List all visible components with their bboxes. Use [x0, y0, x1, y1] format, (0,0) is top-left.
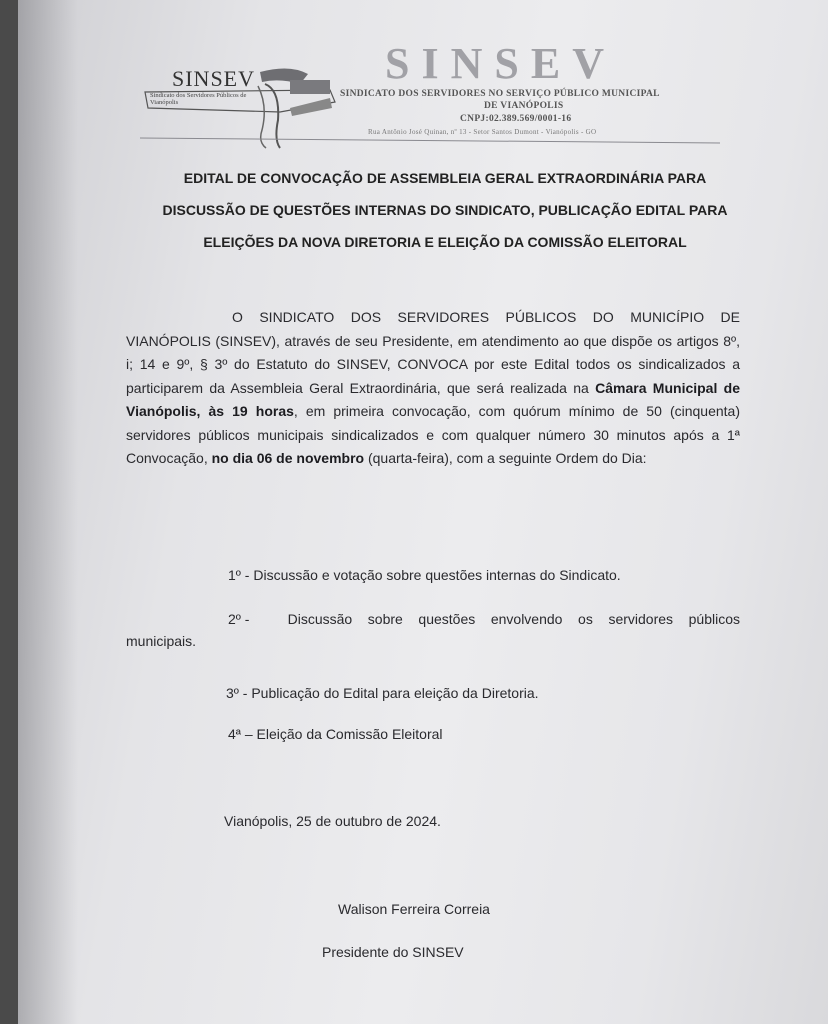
paragraph-text-e: (quarta-feira), com a seguinte Ordem do Dia: — [364, 450, 647, 466]
title-line-3: ELEIÇÕES DA NOVA DIRETORIA E ELEIÇÃO DA COMISSÃO ELEITORAL — [203, 234, 687, 250]
agenda-text: Discussão e votação sobre questões internas do Sindicato. — [253, 567, 621, 583]
letterhead-cnpj: CNPJ:02.389.569/0001-16 — [460, 114, 572, 124]
brand-title: SINSEV — [385, 39, 616, 88]
agenda-item-2 — [126, 608, 740, 652]
letterhead-address: Rua Antônio José Quinan, nº 13 - Setor Santos Dumont - Vianópolis - GO — [368, 128, 597, 136]
logo-subtitle: Sindicato dos Servidores Públicos de Vianópolis — [150, 92, 247, 106]
convocation-paragraph — [126, 306, 740, 471]
logo-text: SINSEV — [172, 66, 256, 91]
agenda-item-1 — [228, 564, 621, 586]
document-page — [18, 0, 828, 1024]
paragraph-location: Câmara Municipal de Vianópolis, às 19 horas — [126, 379, 740, 419]
paragraph-text-a: O SINDICATO DOS SERVIDORES PÚBLICOS DO MUNICÍPIO DE VIANÓPOLIS (SINSEV), através de seu Presidente, em atendimento ao que dispõe os artigos 8º, i; 14 e 9º, § 3º do Estatuto do SINSEV, CONVOCA por este Edital todos os sindicalizados a participarem da Assembleia Geral Extraordinária, que será realizada na — [126, 309, 740, 396]
title-line-1: EDITAL DE CONVOCAÇÃO DE ASSEMBLEIA GERAL EXTRAORDINÁRIA PARA — [183, 170, 707, 186]
paragraph-text-c: , em primeira convocação, com quórum mínimo de 50 (cinquenta) servidores públicos municipais sindicalizados e com qualquer número 30 minutos após a 1ª Convocação, — [126, 403, 740, 466]
agenda-text: Eleição da Comissão Eleitoral — [256, 726, 443, 742]
letterhead-line-2: DE VIANÓPOLIS — [484, 101, 564, 111]
paragraph-date: no dia 06 de novembro — [211, 450, 365, 466]
agenda-number: 3º - — [226, 685, 248, 701]
agenda-text: Publicação do Edital para eleição da Diretoria. — [251, 685, 539, 701]
document-title — [130, 162, 760, 258]
agenda-item-4 — [228, 723, 443, 745]
title-line-2: DISCUSSÃO DE QUESTÕES INTERNAS DO SINDICATO, PUBLICAÇÃO EDITAL PARA — [162, 202, 728, 218]
agenda-number: 4ª – — [228, 726, 253, 742]
agenda-text: Discussão sobre questões envolvendo os servidores públicos municipais. — [126, 611, 740, 649]
signatory-role: Presidente do SINSEV — [322, 944, 464, 960]
agenda-item-3 — [226, 682, 539, 704]
agenda-number: 2º - — [228, 611, 250, 627]
page-shadow — [18, 0, 78, 1024]
letterhead-line-1: SINDICATO DOS SERVIDORES NO SERVIÇO PÚBLICO MUNICIPAL — [340, 89, 660, 99]
agenda-number: 1º - — [228, 567, 250, 583]
signatory-name: Walison Ferreira Correia — [338, 901, 490, 917]
place-and-date: Vianópolis, 25 de outubro de 2024. — [224, 813, 441, 829]
